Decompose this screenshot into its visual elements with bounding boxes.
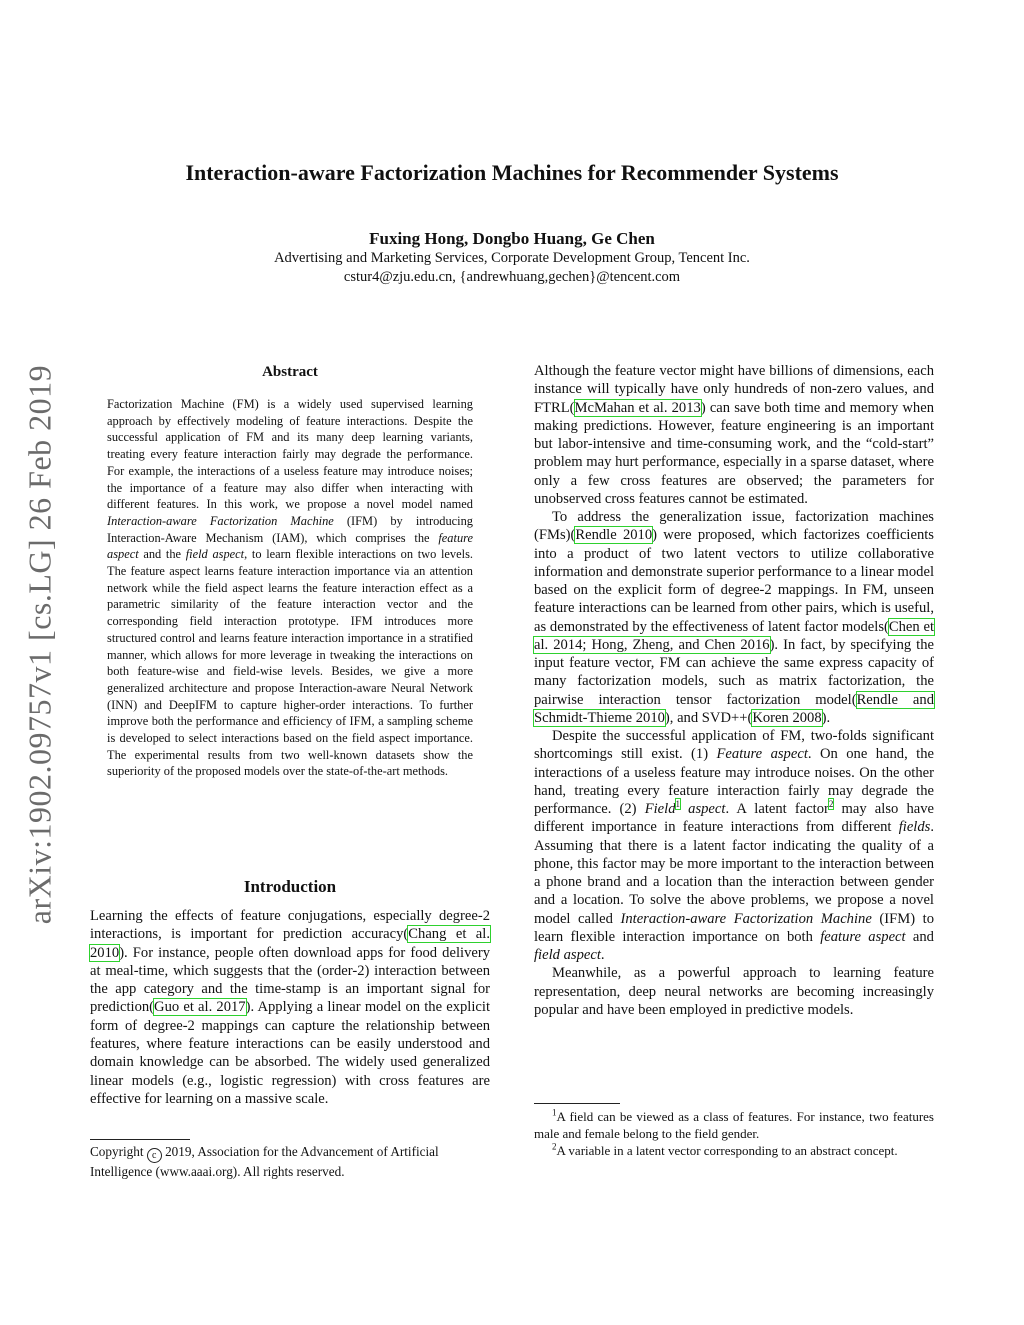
introduction-heading: Introduction [243,877,337,896]
footnotes [534,1108,934,1159]
abstract-body [107,396,473,780]
body-text: ). In fact, by specifying the input feature vector, FM can achieve the same express capacity of many factorization models, such as matrix factorization, the pairwise interaction tensor factorization model( [534,636,935,708]
body-text: (IFM) to learn flexible interaction importance on both [534,910,934,945]
abstract-text: , to learn flexible interactions on two levels. The feature aspect learns feature interaction importance via an attention network while the field aspect learns the feature interaction effect as a parametric similarity of the feature interaction vector and the corresponding field interaction prototype. IFM introduces more structured control and learns feature interaction importance in a stratified manner, which allows for more leverage in tweaking the interactions on both feature-wise and field-wise levels. Besides, we give a more generalized architecture and propose Interaction-aware Neural Network (INN) and DeepIFM to capture higher-order interactions. To further improve both the performance and efficiency of IFM, a sampling scheme is developed to select interactions based on the field aspect importance. The experimental results from two well-known datasets show the superiority of the proposed models over the state-of-the-art methods. [107,547,473,779]
paragraph [534,727,934,964]
paragraph [534,508,934,727]
footnote-text: A field can be viewed as a class of features. For instance, two features male and female belong to the field gender. [534,1109,934,1141]
footnote-number: 2 [552,1141,557,1152]
abstract-emphasis: field aspect [185,547,245,562]
footnote-number: 1 [552,1107,557,1118]
copyright-icon: c [147,1148,162,1163]
right-column [534,362,934,1019]
copyright-notice [90,1143,490,1181]
emphasis: Interaction-aware Factorization Machine [620,910,872,927]
citation-link[interactable]: Rendle and Schmidt-Thieme 2010 [534,691,934,726]
paper-authors: Fuxing Hong, Dongbo Huang, Ge Chen [369,229,655,248]
emphasis: feature aspect [820,928,906,945]
emphasis: field aspect [534,947,601,963]
body-text: . Assuming that there is a latent factor indicating the quality of a phone, this factor may be more important to the interaction between a phone brand and a location than the interaction between gender and a location. To solve the above problems, we propose a novel model called [534,819,934,927]
body-text: . [600,947,605,963]
body-text: may also have different importance in feature interactions from different [534,801,934,836]
abstract-heading: Abstract [262,364,318,380]
emphasis: aspect [680,801,726,817]
body-text: Although the feature vector might have billions of dimensions, each instance will typically have only hundreds of non-zero values, and FTRL( [534,363,934,416]
emphasis: Field [644,801,676,817]
footnote-ref-link[interactable]: 1 [675,799,680,810]
copyright-text: 2019, Association for the Advancement of Artificial Intelligence (www.aaai.org). All rights reserved. [90,1144,439,1179]
citation-link[interactable]: Koren 2008 [752,709,822,726]
abstract-text: Factorization Machine (FM) is a widely used supervised learning approach by effectively modeling of feature interactions. Despite the successful application of FM and its many deep learning variants, treating every feature interaction fairly may degrade the performance. For example, the interactions of a useless feature may introduce noises; the importance of a feature may also differ when interacting with different features. In this work, we propose a novel model named [107,397,473,512]
body-text: ) were proposed, which factorizes coefficients into a product of two latent vectors to utilize collaborative information and demonstrate superior performance to a linear model based on the explicit form of degree-2 mappings. In FM, unseen feature interactions can be learned from other pairs, which is useful, as demonstrated by the effectiveness of latent factor models( [534,527,934,635]
affiliation-block [0,249,1024,287]
intro-text: ). For instance, people often download apps for food delivery at meal-time, which suggests that the (order-2) interaction between the app category and the time-stamp is an important signal for prediction( [90,944,490,1016]
paragraph: Meanwhile, as a powerful approach to learning feature representation, deep neural networks are becoming increasingly popular and have been employed in predictive models. [534,965,934,1018]
body-text: and [905,928,934,945]
abstract-text: and the [138,547,186,562]
emphasis: fields [898,819,931,836]
intro-text: Learning the effects of feature conjugations, especially degree-2 interactions, is important for prediction accuracy( [90,908,490,943]
intro-text: ). Applying a linear model on the explicit form of degree-2 mappings can capture the relationship between features, where feature interactions can be easily understood and domain knowledge can be absorbed. The widely used generalized linear models (e.g., logistic regression) with cross features are effective for learning on a massive scale. [90,999,490,1107]
body-text: . On one hand, the interactions of a useless feature may introduce noises. On the other hand, treating every feature interaction fairly may degrade the performance. (2) [534,746,934,817]
citation-link[interactable]: Chen et al. 2014; Hong, Zheng, and Chen 2016 [534,618,934,653]
copyright-text: Copyright [90,1144,147,1159]
citation-link[interactable]: Guo et al. 2017 [154,999,246,1016]
affiliation: Advertising and Marketing Services, Corporate Development Group, Tencent Inc. [274,250,750,266]
body-text: ). [821,709,831,726]
body-text: Despite the successful application of FM, two-folds significant shortcomings still exist. (1) [534,728,934,763]
citation-link[interactable]: Chang et al. 2010 [90,926,490,961]
introduction-body [90,907,490,1108]
citation-link[interactable]: McMahan et al. 2013 [574,399,701,416]
paper-title: Interaction-aware Factorization Machines for Recommender Systems [185,160,839,185]
body-text: To address the generalization issue, factorization machines (FMs)( [534,509,934,544]
footnote-rule [90,1139,190,1140]
author-emails: cstur4@zju.edu.cn, {andrewhuang,gechen}@tencent.com [343,269,681,285]
citation-link[interactable]: Rendle 2010 [575,527,653,544]
body-text: . A latent factor [725,801,829,817]
footnote [534,1142,934,1159]
body-text: ), and SVD++( [664,709,753,726]
footnote-rule [534,1103,620,1104]
footnote-ref-link[interactable]: 2 [828,799,834,810]
abstract-emphasis: feature aspect [107,530,473,562]
arxiv-stamp: arXiv:1902.09757v1 [cs.LG] 26 Feb 2019 [21,364,58,925]
emphasis: Feature aspect [716,746,808,763]
abstract-emphasis: Interaction-aware Factorization Machine [107,513,334,528]
footnote [534,1108,934,1142]
footnote-text: A variable in a latent vector corresponding to an abstract concept. [556,1143,898,1158]
body-text: ) can save both time and memory when making predictions. However, feature engineering is an important but labor-intensive and time-consuming work, and the “cold-start” problem may hurt performance, especially in a sparse dataset, where only a few cross features are observed; the parameters for unobserved cross features cannot be estimated. [534,399,934,507]
abstract-text: (IFM) by introducing Interaction-Aware Mechanism (IAM), which comprises the [107,513,473,545]
paragraph [534,362,934,508]
